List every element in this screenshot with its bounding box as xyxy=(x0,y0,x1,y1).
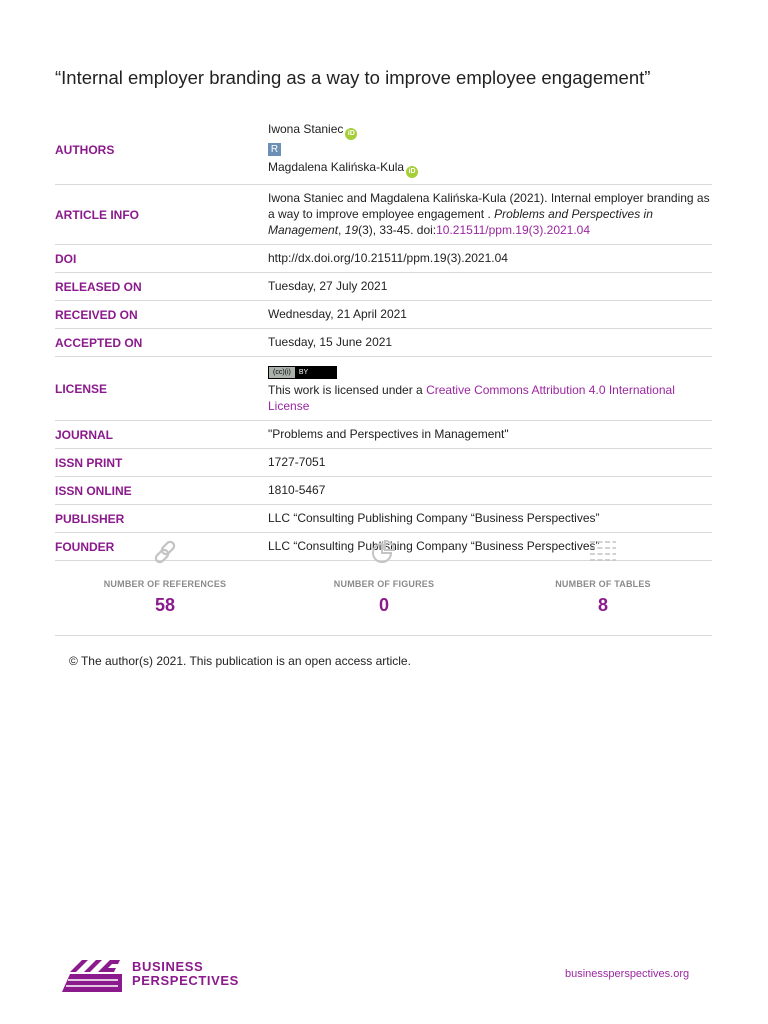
license-label: LICENSE xyxy=(55,381,108,396)
publisher-row xyxy=(55,505,712,533)
citation-volume: 19 xyxy=(344,223,359,237)
figures-count: 0 xyxy=(378,595,389,615)
doi-label: DOI xyxy=(55,251,77,266)
stat-figures xyxy=(274,535,494,616)
citation-text: Iwona Staniec and Magdalena Kalińska-Kula (2021). Internal employer branding as a way to improve employee engagement . xyxy=(268,191,710,221)
released-row xyxy=(55,273,712,301)
doi-value[interactable]: http://dx.doi.org/10.21511/ppm.19(3).2021.04 xyxy=(268,251,508,265)
website-link[interactable]: businessperspectives.org xyxy=(565,968,690,980)
references-count: 58 xyxy=(154,595,176,615)
license-link[interactable]: Creative Commons Attribution 4.0 International License xyxy=(268,383,675,413)
table-icon xyxy=(493,535,713,569)
journal-row xyxy=(55,421,712,449)
researcherid-icon[interactable]: R xyxy=(268,143,281,156)
logo-mark-icon xyxy=(62,956,126,992)
cc-by-badge-right: BY xyxy=(295,367,336,378)
orcid-icon[interactable]: iD xyxy=(345,128,357,140)
article-metadata-table xyxy=(55,116,712,561)
journal-label: JOURNAL xyxy=(55,427,114,442)
logo-line-1: BUSINESS xyxy=(132,959,204,974)
orcid-icon[interactable]: iD xyxy=(406,166,418,178)
publisher-value: LLC “Consulting Publishing Company “Business Perspectives” xyxy=(268,511,600,525)
accepted-row xyxy=(55,329,712,357)
issn-print-value: 1727-7051 xyxy=(268,455,326,469)
cc-by-badge-left: (cc)(i) xyxy=(269,367,295,378)
citation-pages: (3), 33-45. doi: xyxy=(358,223,437,237)
issn-online-value: 1810-5467 xyxy=(268,483,326,497)
publisher-label: PUBLISHER xyxy=(55,511,125,526)
received-row xyxy=(55,301,712,329)
business-perspectives-logo[interactable] xyxy=(62,956,239,992)
accepted-value: Tuesday, 15 June 2021 xyxy=(268,335,393,349)
article-info-label: ARTICLE INFO xyxy=(55,207,139,222)
doi-link[interactable]: 10.21511/ppm.19(3).2021.04 xyxy=(436,223,591,237)
license-row xyxy=(55,357,712,421)
released-value: Tuesday, 27 July 2021 xyxy=(268,279,388,293)
article-info-row xyxy=(55,185,712,245)
issn-online-label: ISSN ONLINE xyxy=(55,483,132,498)
authors-value xyxy=(268,116,712,184)
pie-chart-icon xyxy=(274,535,494,569)
founder-value: LLC “Consulting Publishing Company “Business Perspectives” xyxy=(268,539,600,553)
references-label: NUMBER OF REFERENCES xyxy=(103,579,227,589)
author-name[interactable]: Iwona Staniec xyxy=(268,122,344,136)
stat-references xyxy=(55,535,275,616)
received-value: Wednesday, 21 April 2021 xyxy=(268,307,407,321)
link-icon xyxy=(55,535,275,569)
logo-line-2: PERSPECTIVES xyxy=(132,973,239,988)
copyright-notice: © The author(s) 2021. This publication is an open access article. xyxy=(69,654,411,668)
license-value xyxy=(268,357,712,420)
figures-label: NUMBER OF FIGURES xyxy=(333,579,435,589)
authors-label: AUTHORS xyxy=(55,143,115,157)
authors-row xyxy=(55,116,712,185)
article-title: “Internal employer branding as a way to improve employee engagement” xyxy=(55,67,651,88)
journal-value: "Problems and Perspectives in Management" xyxy=(268,427,509,441)
article-info-value xyxy=(268,185,712,244)
author-name[interactable]: Magdalena Kalińska-Kula xyxy=(268,160,405,174)
cc-by-badge[interactable] xyxy=(268,366,337,379)
received-label: RECEIVED ON xyxy=(55,307,138,322)
citation-separator: , xyxy=(338,223,345,237)
released-label: RELEASED ON xyxy=(55,279,142,294)
article-stats xyxy=(55,535,712,636)
license-text: This work is licensed under a xyxy=(268,383,427,397)
founder-label: FOUNDER xyxy=(55,539,115,554)
doi-row xyxy=(55,245,712,273)
issn-print-label: ISSN PRINT xyxy=(55,455,123,470)
accepted-label: ACCEPTED ON xyxy=(55,335,143,350)
stat-tables xyxy=(493,535,713,616)
issn-print-row xyxy=(55,449,712,477)
tables-count: 8 xyxy=(597,595,608,615)
citation-journal: Problems and Perspectives in Management xyxy=(268,207,653,237)
tables-label: NUMBER OF TABLES xyxy=(555,579,651,589)
issn-online-row xyxy=(55,477,712,505)
logo-wordmark xyxy=(132,960,239,988)
